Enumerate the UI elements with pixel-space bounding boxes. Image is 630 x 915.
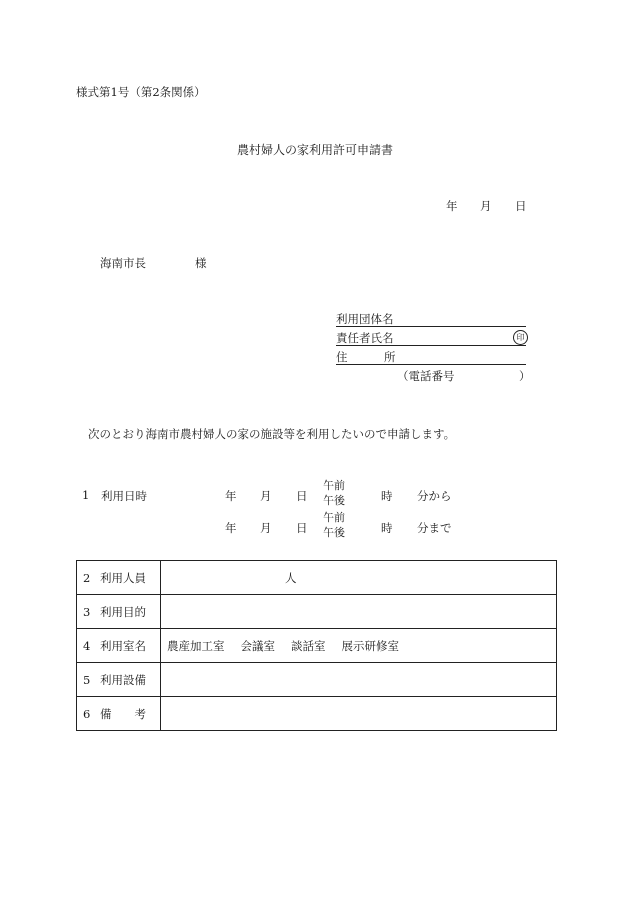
remarks-label-left: 備 [100, 706, 112, 721]
room-option-lounge[interactable]: 談話室 [291, 638, 326, 653]
to-minute-label: 分まで [417, 521, 452, 535]
from-year-label: 年 [225, 489, 237, 503]
application-table [76, 560, 557, 731]
from-pm-option[interactable]: 午後 [323, 494, 345, 507]
form-number: 様式第1号（第2条関係） [76, 85, 206, 99]
table-row [77, 595, 557, 629]
table-row [77, 697, 557, 731]
room-options-cell [161, 629, 557, 663]
row-label-cell [77, 595, 161, 629]
to-day-label: 日 [296, 521, 308, 535]
schedule-label: 利用日時 [101, 489, 147, 503]
from-month-label: 月 [260, 489, 272, 503]
row-number: 5 [83, 672, 91, 687]
to-am-option[interactable]: 午前 [323, 511, 345, 524]
addressee-name: 海南市長 [100, 256, 146, 270]
to-pm-option[interactable]: 午後 [323, 526, 345, 539]
application-statement: 次のとおり海南市農村婦人の家の施設等を利用したいので申請します。 [88, 427, 456, 441]
row-number: 3 [83, 604, 91, 619]
remarks-field[interactable] [161, 697, 557, 731]
date-month-label: 月 [480, 199, 492, 213]
to-hour-label: 時 [381, 521, 393, 535]
schedule-number: 1 [82, 488, 90, 502]
group-name-line[interactable] [336, 326, 526, 327]
row-label [100, 706, 146, 722]
seal-mark: 印 [513, 330, 528, 345]
table-row [77, 663, 557, 697]
from-am-option[interactable]: 午前 [323, 479, 345, 492]
date-day-label: 日 [515, 199, 527, 213]
room-option-processing[interactable]: 農産加工室 [167, 638, 225, 653]
from-hour-label: 時 [381, 489, 393, 503]
equipment-field[interactable] [161, 663, 557, 697]
address-label-right: 所 [384, 350, 396, 364]
row-label-cell [77, 561, 161, 595]
row-label: 利用目的 [100, 604, 146, 619]
room-option-meeting[interactable]: 会議室 [240, 638, 275, 653]
table-row [77, 629, 557, 663]
representative-line[interactable] [336, 345, 526, 346]
row-label: 利用設備 [100, 672, 146, 687]
group-name-label: 利用団体名 [336, 312, 394, 326]
phone-label: （電話番号 [397, 369, 455, 383]
from-day-label: 日 [296, 489, 308, 503]
remarks-label-right: 考 [134, 706, 146, 721]
room-option-exhibition[interactable]: 展示研修室 [341, 638, 399, 653]
row-label: 利用室名 [100, 638, 146, 653]
document-title: 農村婦人の家利用許可申請書 [236, 143, 393, 157]
to-year-label: 年 [225, 521, 237, 535]
row-label-cell [77, 629, 161, 663]
address-line[interactable] [336, 364, 526, 365]
row-number: 4 [83, 638, 91, 653]
table-row [77, 561, 557, 595]
attendees-unit: 人 [285, 570, 297, 585]
row-number: 2 [83, 570, 91, 585]
purpose-field[interactable] [161, 595, 557, 629]
row-label: 利用人員 [100, 570, 146, 585]
to-month-label: 月 [260, 521, 272, 535]
attendees-field[interactable] [161, 561, 557, 595]
from-minute-label: 分から [417, 489, 452, 503]
phone-close-paren: ） [519, 369, 531, 383]
row-label-cell [77, 663, 161, 697]
row-label-cell [77, 697, 161, 731]
representative-label: 責任者氏名 [336, 331, 394, 345]
addressee-honorific: 様 [195, 256, 207, 270]
address-label-left: 住 [336, 350, 348, 364]
date-year-label: 年 [446, 199, 458, 213]
row-number: 6 [83, 706, 91, 721]
